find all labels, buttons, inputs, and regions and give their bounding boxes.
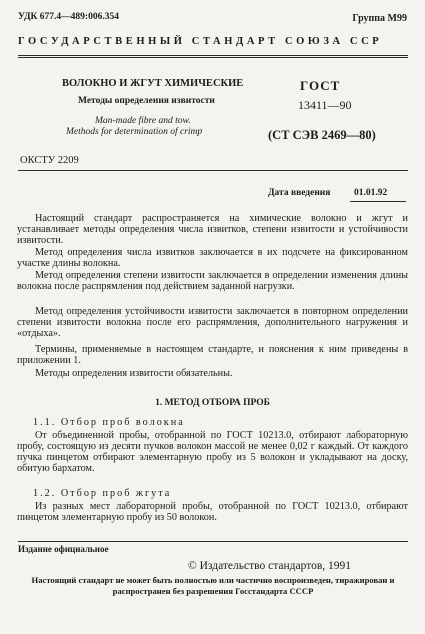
paragraph-terms: Термины, применяемые в настоящем стандарте, и пояснения к ним приведены в приложении 1. xyxy=(17,344,408,367)
ru-title: ВОЛОКНО И ЖГУТ ХИМИЧЕСКИЕ xyxy=(62,78,244,89)
gost-label: ГОСТ xyxy=(300,78,341,93)
udk-code: УДК 677.4—489:006.354 xyxy=(18,12,119,22)
intro-date-value: 01.01.92 xyxy=(354,188,388,198)
intro-date-label: Дата введения xyxy=(268,188,331,198)
en-title: Man-made fibre and tow. xyxy=(95,116,191,126)
gost-number: 13411—90 xyxy=(298,98,352,112)
intro-date-underline xyxy=(350,201,406,202)
official-edition: Издание официальное xyxy=(18,544,109,554)
paragraph-count-method: Метод определения числа извитков заключается в их подсчете на фиксированном участке длины волокна. xyxy=(17,247,408,270)
subsection-1-2-title: 1.2. Отбор проб жгута xyxy=(33,488,172,499)
ru-subtitle: Методы определения извитости xyxy=(78,96,215,106)
paragraph-mandatory: Методы определения извитости обязательны. xyxy=(35,368,233,379)
footer-rule xyxy=(18,541,408,542)
st-sev-number: (СТ СЭВ 2469—80) xyxy=(268,128,376,142)
header-rule xyxy=(18,55,408,56)
okstu-code: ОКСТУ 2209 xyxy=(20,155,79,166)
subsection-1-1-title: 1.1. Отбор проб волокна xyxy=(33,417,185,428)
paragraph-scope: Настоящий стандарт распространяется на химические волокно и жгут и устанавливает методы определения числа извитков, степени извитости и устойчивости извитости. xyxy=(17,213,408,247)
en-subtitle: Methods for determination of crimp xyxy=(66,127,203,137)
subsection-1-1-text: От объединенной пробы, отобранной по ГОСТ 10213.0, отбирают лабораторную пробу, состоящую из десяти пучков волокон массой не менее 0,02 г каждый. От каждого пучка пинцетом отбирают элементарную пробу из 5 волокон и укладывают на доску, обитую бархатом. xyxy=(17,430,408,475)
subsection-1-2-text: Из разных мест лабораторной пробы, отобранной по ГОСТ 10213.0, отбирают пинцетом элементарную пробу из 50 волокон. xyxy=(17,501,408,524)
paragraph-degree-method: Метод определения степени извитости заключается в определении изменения длины волокна после распрямления под действием заданной нагрузки. xyxy=(17,270,408,293)
okstu-rule xyxy=(18,170,408,171)
header-rule-2 xyxy=(18,57,408,58)
copyright-line: © Издательство стандартов, 1991 xyxy=(188,560,352,572)
reproduction-notice: Настоящий стандарт не может быть полностью или частично воспроизведен, тиражирован и распространен без разрешения Госстандарта СССР xyxy=(31,575,395,596)
section-heading: 1. МЕТОД ОТБОРА ПРОБ xyxy=(155,398,270,408)
agency-title: ГОСУДАРСТВЕННЫЙ СТАНДАРТ СОЮЗА ССР xyxy=(18,36,383,47)
paragraph-stability-method: Метод определения устойчивости извитости заключается в повторном определении степени извитости волокна после его распрямления, дополнительного нагружения и «отдыха». xyxy=(17,306,408,340)
group-code: Группа М99 xyxy=(352,13,407,24)
